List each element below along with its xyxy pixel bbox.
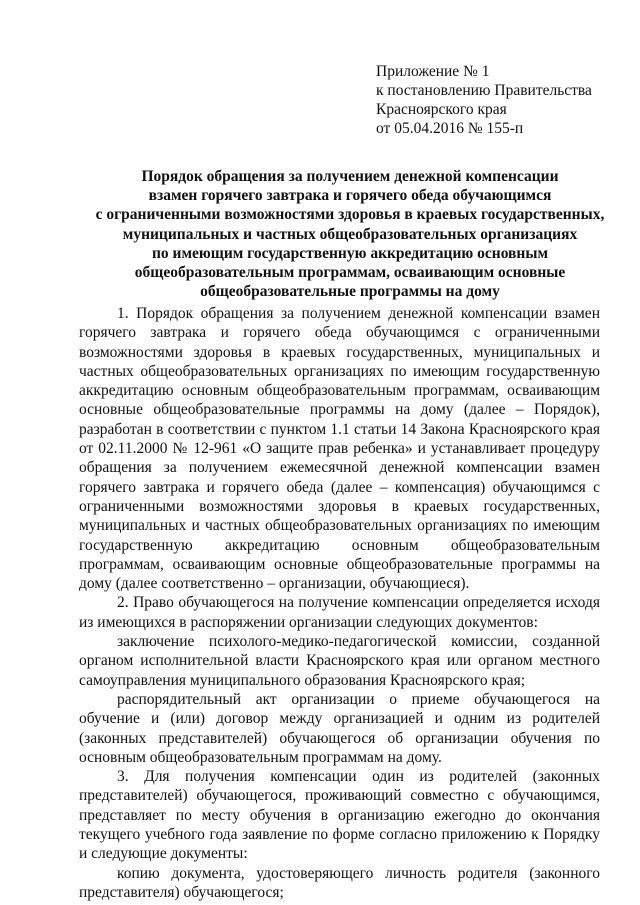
annex-region: Красноярского края: [376, 101, 507, 118]
paragraph-4: распорядительный акт организации о приеме обучающегося на обучение и (или) договор между организацией и одним из родителей (законных представителей) обучающегося об организации обучения по основным общеобразовательным программам на дому.: [79, 690, 600, 766]
paragraph-6: копию документа, удостоверяющего личность родителя (законного представителя) обучающегося;: [79, 864, 600, 901]
annex-header: [376, 62, 592, 138]
paragraph-3: заключение психолого-медико-педагогической комиссии, созданной органом исполнительной власти Красноярского края или органом местного самоуправления муниципального образования Красноярского края;: [79, 633, 600, 689]
annex-date: от 05.04.2016 № 155-п: [376, 120, 524, 137]
annex-number: Приложение № 1: [376, 63, 490, 80]
title-line: муниципальных и частных общеобразовательных организациях: [122, 225, 578, 243]
annex-resolution: к постановлению Правительства: [376, 82, 592, 99]
paragraph-1: 1. Порядок обращения за получением денежной компенсации взамен горячего завтрака и горячего обеда обучающимся с ограниченными возможностями здоровья в краевых государственных, муниципальных и частных общеобразовательных организациях по имеющим государственную аккредитацию основным общеобразовательным программам, осваивающим основные общеобразовательные программы на дому (далее – Порядок), разработан в соответствии с пунктом 1.1 статьи 14 Закона Красноярского края от 02.11.2000 № 12-961 «О защите прав ребенка» и устанавливает процедуру обращения за получением ежемесячной денежной компенсации взамен горячего завтрака и горячего обеда (далее – компенсация) обучающимся с ограниченными возможностями здоровья в краевых государственных, муниципальных и частных общеобразовательных организациях по имеющим государственную аккредитацию основным общеобразовательным программам, осваивающим основные общеобразовательные программы на дому (далее соответственно – организации, обучающиеся).: [79, 305, 600, 593]
paragraph-2: 2. Право обучающегося на получение компенсации определяется исходя из имеющихся в распоряжении организации следующих документов:: [79, 594, 600, 631]
title-line: по имеющим государственную аккредитацию основным: [151, 244, 549, 262]
document-body: [79, 304, 600, 902]
title-line: взамен горячего завтрака и горячего обеда обучающимся: [148, 187, 552, 205]
title-line: общеобразовательным программам, осваивающим основные: [134, 264, 566, 282]
title-line: общеобразовательные программы на дому: [200, 283, 500, 301]
title-line: с ограниченными возможностями здоровья в краевых государственных,: [95, 206, 605, 224]
paragraph-5: 3. Для получения компенсации один из родителей (законных представителей) обучающегося, проживающий совместно с обучающимся, представляет по месту обучения в организацию ежегодно до окончания текущего учебного года заявление по форме согласно приложению к Порядку и следующие документы:: [79, 768, 600, 863]
document-title: [70, 167, 630, 301]
title-line: Порядок обращения за получением денежной компенсации: [141, 168, 559, 185]
